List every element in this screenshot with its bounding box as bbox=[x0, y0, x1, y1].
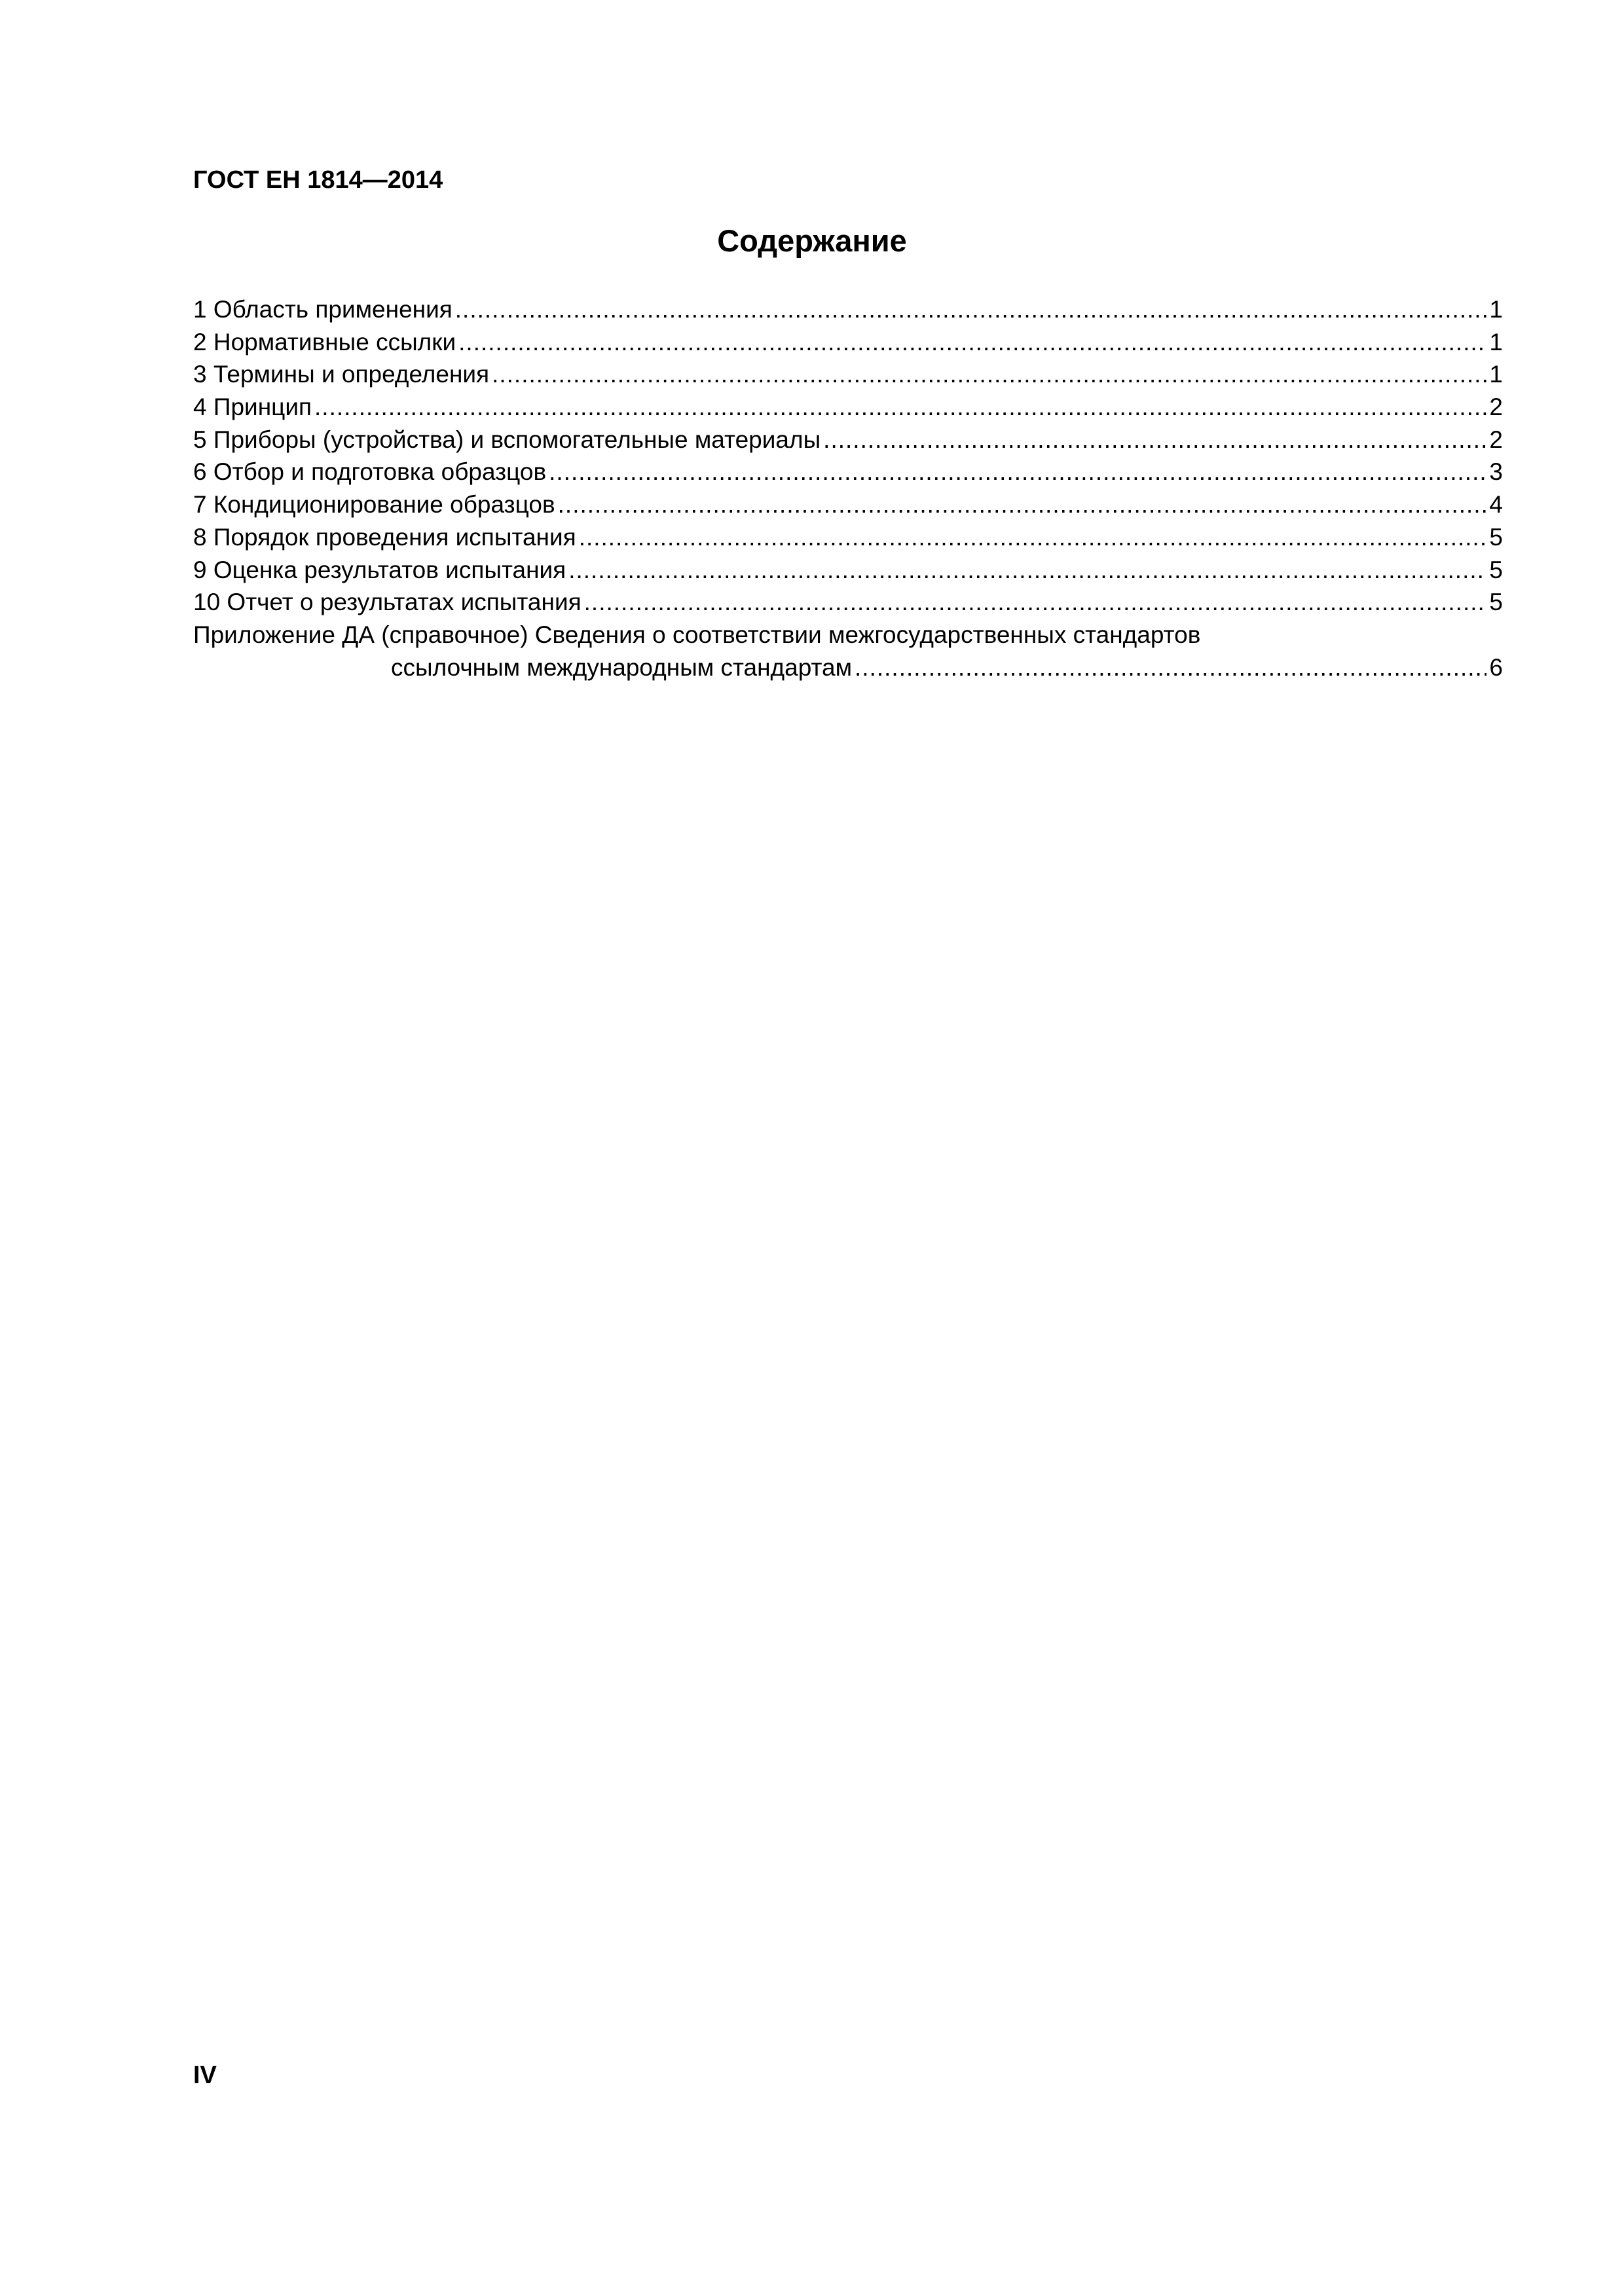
toc-appendix-title: Приложение ДА (справочное) Сведения о соответствии межгосударственных стандартов bbox=[193, 621, 1201, 648]
toc-item-label: 5 Приборы (устройства) и вспомогательные материалы bbox=[193, 426, 821, 453]
table-of-contents bbox=[193, 293, 1503, 683]
toc-item-page: 6 bbox=[1489, 653, 1503, 681]
toc-item-1[interactable] bbox=[193, 293, 1503, 326]
toc-leader bbox=[549, 456, 1486, 488]
toc-item-label: 2 Нормативные ссылки bbox=[193, 328, 456, 355]
toc-appendix-continuation bbox=[193, 651, 1503, 684]
toc-item-page: 5 bbox=[1489, 523, 1503, 551]
toc-item-8[interactable] bbox=[193, 521, 1503, 554]
toc-leader bbox=[492, 358, 1486, 391]
toc-item-label: 10 Отчет о результатах испытания bbox=[193, 589, 581, 616]
toc-item-page: 2 bbox=[1489, 426, 1503, 453]
toc-item-page: 4 bbox=[1489, 491, 1503, 519]
toc-item-page: 1 bbox=[1489, 361, 1503, 388]
toc-leader bbox=[579, 521, 1487, 554]
toc-item-label: 4 Принцип bbox=[193, 393, 312, 421]
toc-leader bbox=[558, 488, 1487, 521]
toc-item-label: ссылочным международным стандартам bbox=[391, 653, 853, 681]
toc-leader bbox=[455, 293, 1487, 326]
toc-item-3[interactable] bbox=[193, 358, 1503, 391]
toc-item-7[interactable] bbox=[193, 488, 1503, 521]
toc-item-label: 7 Кондиционирование образцов bbox=[193, 491, 555, 519]
toc-item-page: 1 bbox=[1489, 296, 1503, 323]
toc-item-6[interactable] bbox=[193, 456, 1503, 488]
toc-item-page: 1 bbox=[1489, 328, 1503, 355]
toc-item-5[interactable] bbox=[193, 424, 1503, 456]
toc-item-label: 1 Область применения bbox=[193, 296, 452, 323]
toc-leader bbox=[568, 554, 1486, 587]
toc-item-page: 3 bbox=[1489, 458, 1503, 486]
toc-item-2[interactable] bbox=[193, 326, 1503, 359]
page-number: IV bbox=[193, 2062, 217, 2089]
toc-item-label: 8 Порядок проведения испытания bbox=[193, 523, 576, 551]
toc-leader bbox=[584, 586, 1487, 619]
toc-leader bbox=[458, 326, 1486, 359]
toc-item-page: 2 bbox=[1489, 393, 1503, 421]
toc-appendix[interactable] bbox=[193, 619, 1503, 683]
toc-item-label: 6 Отбор и подготовка образцов bbox=[193, 458, 547, 486]
toc-leader bbox=[314, 391, 1486, 424]
document-code: ГОСТ ЕН 1814—2014 bbox=[193, 166, 443, 194]
toc-item-page: 5 bbox=[1489, 589, 1503, 616]
toc-item-label: 9 Оценка результатов испытания bbox=[193, 556, 566, 583]
toc-item-page: 5 bbox=[1489, 556, 1503, 583]
toc-item-label: 3 Термины и определения bbox=[193, 361, 490, 388]
toc-item-10[interactable] bbox=[193, 586, 1503, 619]
toc-leader bbox=[823, 424, 1486, 456]
toc-leader bbox=[855, 651, 1486, 684]
toc-item-9[interactable] bbox=[193, 554, 1503, 587]
toc-item-4[interactable] bbox=[193, 391, 1503, 424]
toc-title: Содержание bbox=[717, 223, 907, 258]
